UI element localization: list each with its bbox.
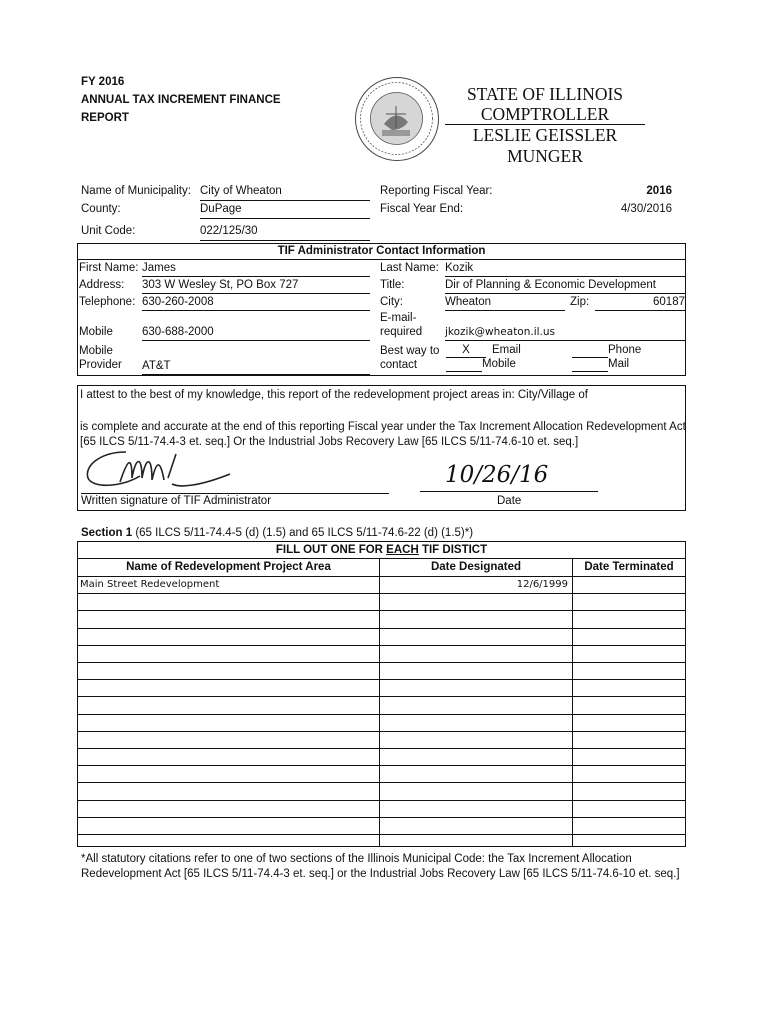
fill-out-post: TIF DISTICT [418, 544, 488, 556]
col-header-terminated: Date Terminated [584, 561, 674, 573]
table-row [78, 834, 685, 835]
email-label [380, 311, 422, 339]
report-title-line1: FY 2016 [81, 76, 125, 88]
table-title-divider [78, 558, 685, 559]
date-label: Date [497, 495, 522, 507]
table-row [78, 714, 685, 715]
provider-label [79, 344, 122, 372]
report-title-line2: ANNUAL TAX INCREMENT FINANCE [81, 94, 281, 106]
municipality-name-value: City of Wheaton [200, 185, 282, 197]
county-value: DuPage [200, 203, 242, 215]
provider-label-line1: Mobile [79, 345, 113, 357]
last-name-label: Last Name: [380, 262, 439, 274]
phone-option-label: Phone [608, 344, 642, 356]
comptroller-name: LESLIE GEISSLER MUNGER [472, 125, 618, 166]
date-line [420, 491, 598, 492]
col-divider-2 [572, 558, 573, 846]
phone-option-box[interactable] [572, 344, 608, 358]
attest-line3: [65 ILCS 5/11-74.4-3 et. seq.] Or the Industrial Jobs Recovery Law [65 ILCS 5/11-74.6-10 et. seq.] [80, 436, 579, 448]
table-row [78, 800, 685, 801]
attest-line2: is complete and accurate at the end of this reporting Fiscal year under the Tax Increment Allocation Redevelopment Act [80, 421, 686, 433]
telephone-label: Telephone: [79, 296, 136, 308]
email-option-label: Email [492, 344, 521, 356]
mobile-field[interactable] [142, 326, 370, 341]
table-row [78, 628, 685, 629]
footnote [81, 852, 680, 882]
state-name: STATE OF ILLINOIS [466, 84, 624, 104]
email-field[interactable] [445, 326, 685, 341]
county-field[interactable] [200, 203, 370, 219]
signature-date-value: 10/26/16 [445, 462, 549, 488]
administrator-signature [80, 448, 250, 496]
table-row [78, 817, 685, 818]
table-row-1-designated: 12/6/1999 [516, 579, 568, 590]
first-name-field[interactable] [142, 262, 370, 277]
fiscal-year-label: Reporting Fiscal Year: [380, 185, 493, 197]
municipality-name-field[interactable] [200, 185, 370, 201]
table-row [78, 679, 685, 680]
last-name-value: Kozik [445, 262, 474, 274]
email-value: jkozik@wheaton.il.us [445, 326, 556, 338]
fill-out-each: EACH [386, 544, 419, 556]
last-name-field[interactable] [445, 262, 685, 277]
table-row [78, 662, 685, 663]
first-name-label: First Name: [79, 262, 139, 274]
section1-heading [81, 527, 473, 539]
section1-heading-bold: Section 1 [81, 527, 133, 539]
fiscal-year-end-label: Fiscal Year End: [380, 203, 464, 215]
contact-info-title: TIF Administrator Contact Information [277, 245, 486, 257]
provider-field[interactable] [142, 360, 370, 375]
address-value: 303 W Wesley St, PO Box 727 [142, 279, 299, 291]
email-label-line2: required [380, 326, 423, 338]
city-label: City: [380, 296, 403, 308]
municipality-name-label: Name of Municipality: [81, 185, 191, 197]
table-row [78, 610, 685, 611]
unit-code-label: Unit Code: [81, 225, 136, 237]
best-way-label-line1: Best way to [380, 345, 440, 357]
mail-option-box[interactable] [572, 358, 608, 372]
footnote-line2: Redevelopment Act [65 ILCS 5/11-74.4-3 et. seq.] or the Industrial Jobs Recovery Law [65 ILCS 5/11-74.6-10 et. seq.] [81, 868, 680, 880]
unit-code-value: 022/125/30 [200, 225, 258, 237]
mobile-option-label: Mobile [482, 358, 516, 370]
table-row [78, 593, 685, 594]
state-seal-icon [355, 77, 439, 161]
zip-field[interactable] [595, 296, 685, 311]
title-value: Dir of Planning & Economic Development [445, 279, 656, 291]
fill-out-instruction [78, 544, 685, 556]
city-field[interactable] [445, 296, 565, 311]
report-title [81, 73, 281, 127]
attest-line1: I attest to the best of my knowledge, this report of the redevelopment project areas in: City/Village of [80, 389, 588, 401]
address-label: Address: [79, 279, 125, 291]
contact-title-divider [77, 259, 686, 260]
fill-out-pre: FILL OUT ONE FOR [275, 544, 387, 556]
col-header-name: Name of Redevelopment Project Area [126, 561, 331, 573]
telephone-field[interactable] [142, 296, 370, 311]
signature-line [81, 493, 389, 494]
comptroller-heading [440, 84, 650, 124]
best-way-label [380, 344, 439, 372]
table-row [78, 765, 685, 766]
mobile-option-box[interactable] [446, 358, 482, 372]
table-row-1-name: Main Street Redevelopment [80, 579, 220, 590]
comptroller-title: COMPTROLLER [480, 104, 610, 124]
best-way-label-line2: contact [380, 359, 418, 371]
footnote-line1: *All statutory citations refer to one of two sections of the Illinois Municipal Code: the Tax Increment Allocation [81, 853, 632, 865]
table-row [78, 645, 685, 646]
col-header-designated: Date Designated [430, 561, 522, 573]
table-row [78, 576, 685, 577]
telephone-value: 630-260-2008 [142, 296, 214, 308]
mail-option-label: Mail [608, 358, 630, 370]
mobile-value: 630-688-2000 [142, 326, 214, 338]
districts-table [77, 541, 686, 847]
email-option-mark: X [462, 344, 470, 356]
report-title-line3: REPORT [81, 112, 129, 124]
table-row [78, 731, 685, 732]
table-row [78, 748, 685, 749]
title-label: Title: [380, 279, 405, 291]
title-field[interactable] [445, 279, 685, 294]
fiscal-year-value: 2016 [646, 185, 672, 197]
fiscal-year-end-value: 4/30/2016 [620, 203, 672, 215]
city-value: Wheaton [445, 296, 492, 308]
mobile-label: Mobile [79, 326, 113, 338]
email-label-line1: E-mail- [380, 312, 417, 324]
provider-label-line2: Provider [79, 359, 122, 371]
zip-value: 60187 [653, 296, 685, 308]
unit-code-field[interactable] [200, 225, 370, 241]
address-field[interactable] [142, 279, 370, 294]
provider-value: AT&T [142, 360, 171, 372]
section1-heading-rest: (65 ILCS 5/11-74.4-5 (d) (1.5) and 65 ILCS 5/11-74.6-22 (d) (1.5)*) [132, 527, 474, 539]
signature-label: Written signature of TIF Administrator [81, 495, 272, 507]
table-row [78, 696, 685, 697]
zip-label: Zip: [570, 296, 590, 308]
email-option-box[interactable] [446, 344, 486, 358]
col-divider-1 [379, 558, 380, 846]
first-name-value: James [142, 262, 176, 274]
county-label: County: [81, 203, 121, 215]
table-row [78, 782, 685, 783]
